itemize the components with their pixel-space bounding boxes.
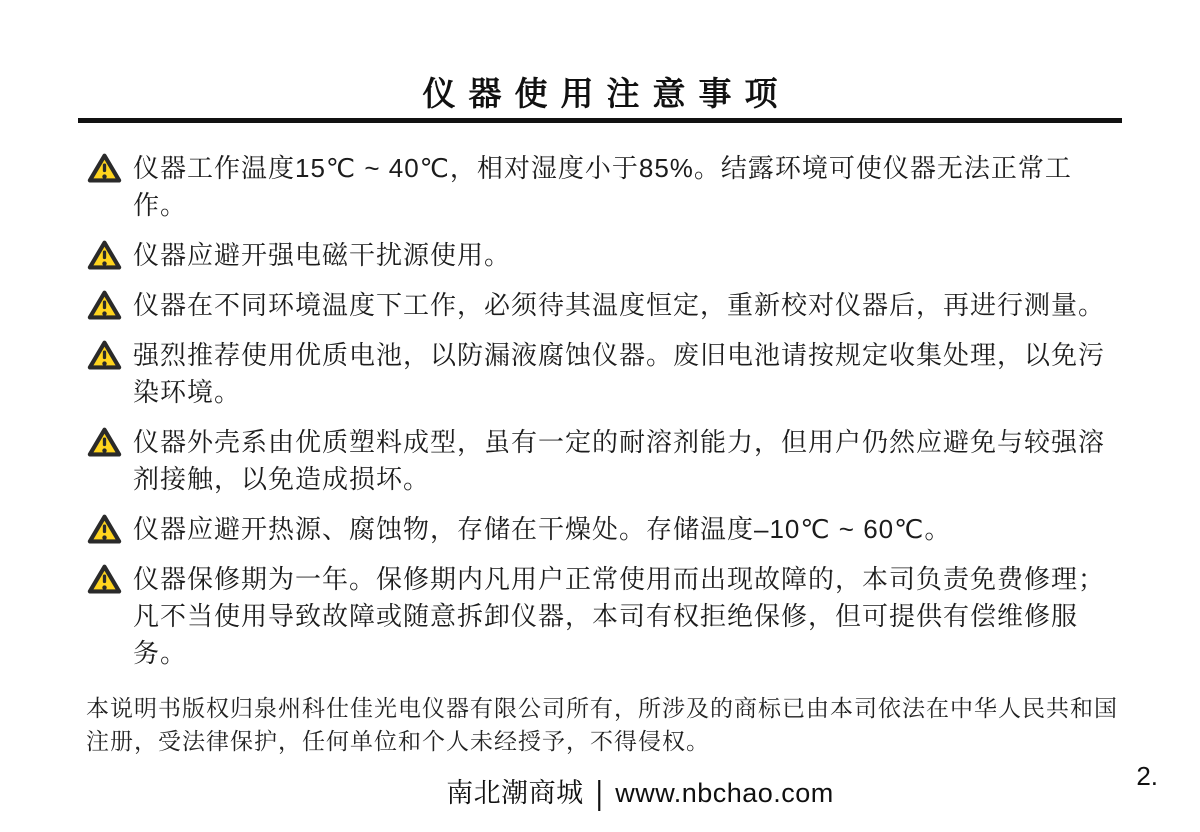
warning-triangle-icon (86, 339, 123, 372)
warning-item (86, 561, 1122, 672)
warning-list (78, 150, 1122, 672)
copyright-notice: 本说明书版权归泉州科仕佳光电仪器有限公司所有，所涉及的商标已由本司依法在中华人民共和国注册，受法律保护，任何单位和个人未经授予，不得侵权。 (86, 695, 1118, 754)
warning-item (86, 150, 1122, 224)
warning-item (86, 287, 1122, 324)
footer-site-name: 南北潮商城 (446, 778, 584, 808)
warning-triangle-icon (86, 513, 123, 546)
warning-item (86, 337, 1122, 411)
manual-page (0, 74, 1200, 832)
footer-site-url: www.nbchao.com (615, 778, 834, 808)
warning-text: 仪器应避开热源、腐蚀物，存储在干燥处。存储温度–10℃ ~ 60℃。 (133, 514, 952, 544)
warning-triangle-icon (86, 152, 123, 185)
warning-item (86, 237, 1122, 274)
warning-text: 仪器外壳系由优质塑料成型，虽有一定的耐溶剂能力，但用户仍然应避免与较强溶剂接触，以免造成损坏。 (133, 427, 1106, 494)
warning-item (86, 424, 1122, 498)
warning-text: 强烈推荐使用优质电池，以防漏液腐蚀仪器。废旧电池请按规定收集处理，以免污染环境。 (133, 340, 1106, 407)
warning-triangle-icon (86, 239, 123, 272)
warning-text: 仪器保修期为一年。保修期内凡用户正常使用而出现故障的，本司负责免费修理；凡不当使用导致故障或随意拆卸仪器，本司有权拒绝保修，但可提供有偿维修服务。 (133, 564, 1106, 668)
warning-text: 仪器在不同环境温度下工作，必须待其温度恒定，重新校对仪器后，再进行测量。 (133, 290, 1106, 320)
warning-text: 仪器工作温度15℃ ~ 40℃，相对湿度小于85%。结露环境可使仪器无法正常工作。 (133, 153, 1072, 220)
page-title: 仪器使用注意事项 (422, 74, 791, 113)
title-underline-rule (78, 118, 1122, 123)
warning-text: 仪器应避开强电磁干扰源使用。 (133, 240, 512, 270)
warning-item (86, 511, 1122, 548)
page-number: 2. (1136, 761, 1158, 791)
warning-triangle-icon (86, 426, 123, 459)
warning-triangle-icon (86, 289, 123, 322)
footer-separator: | (595, 774, 604, 812)
warning-triangle-icon (86, 563, 123, 596)
footer-watermark (80, 771, 1200, 810)
